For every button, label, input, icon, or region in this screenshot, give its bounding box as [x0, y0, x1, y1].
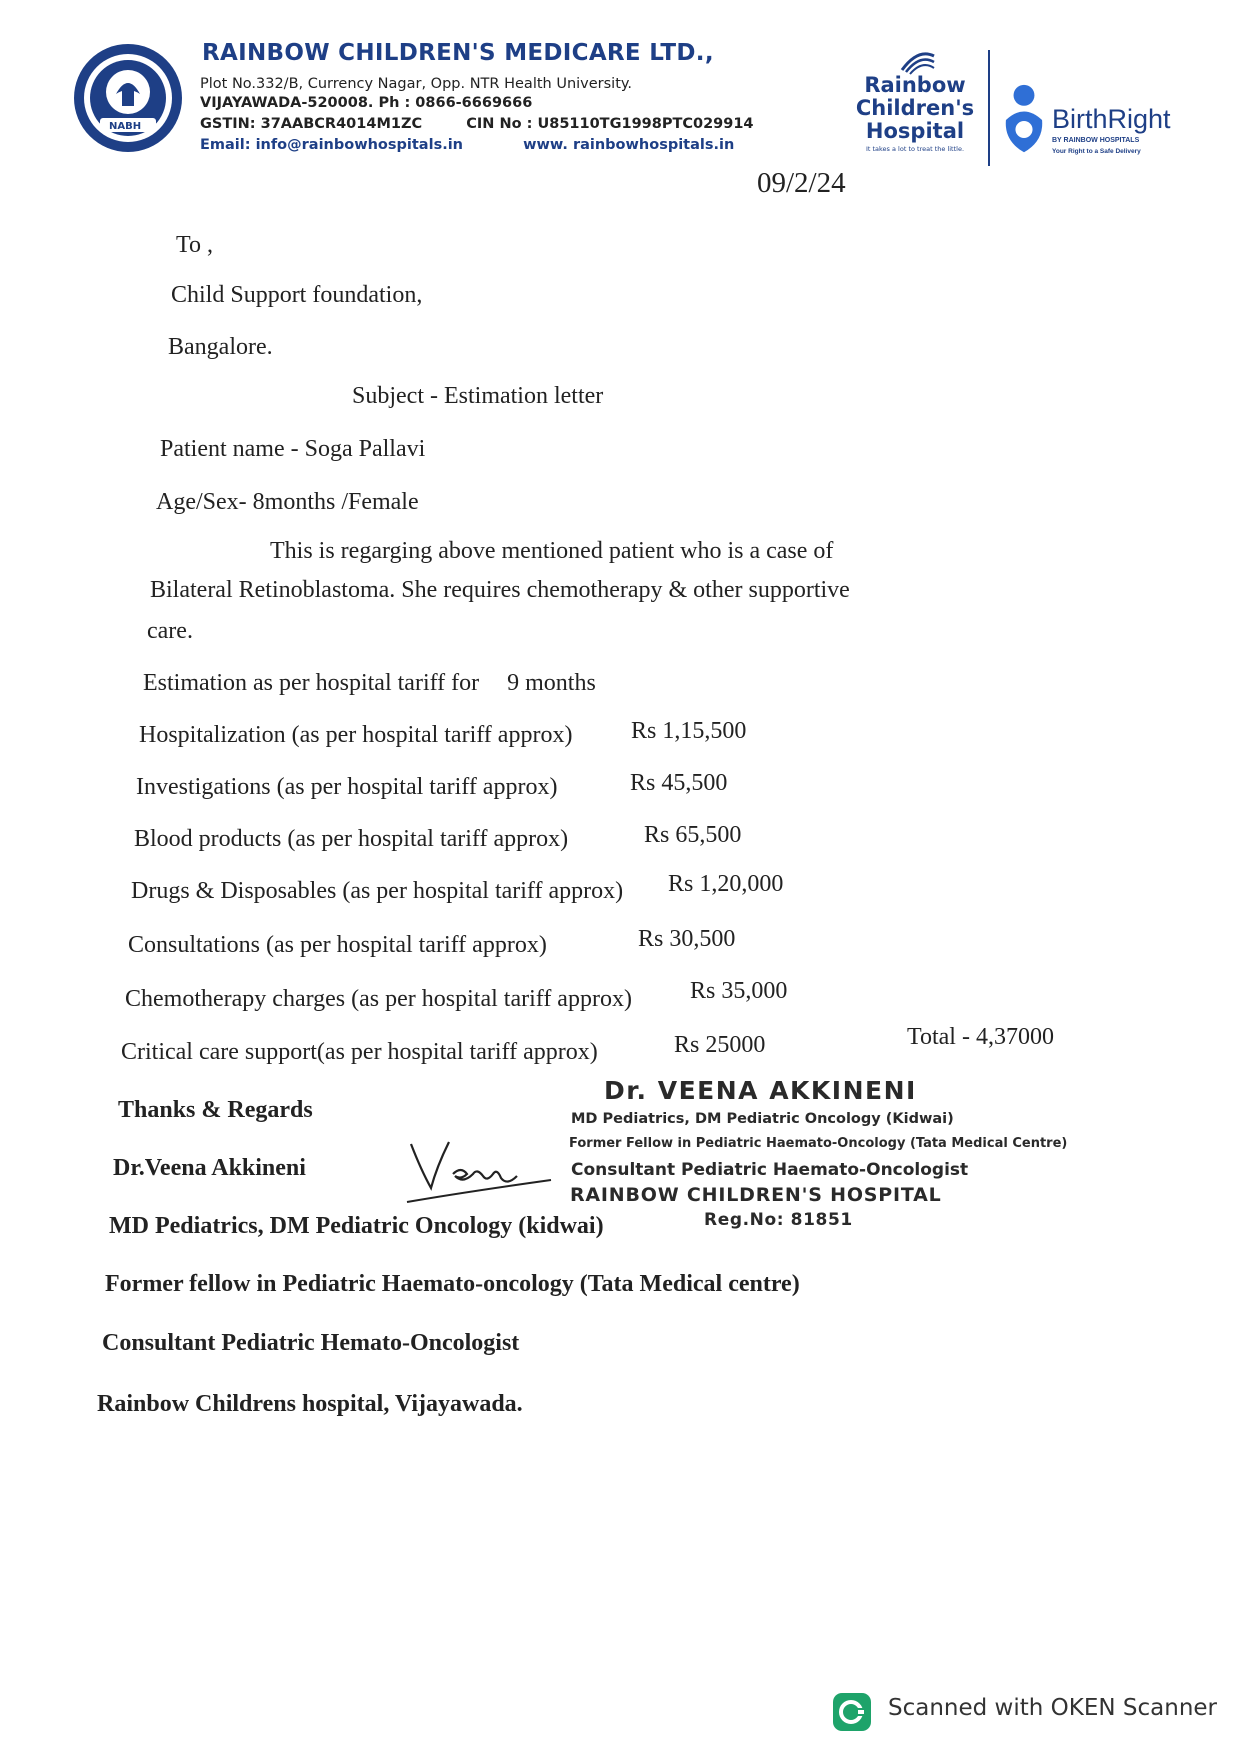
nabh-seal-logo — [72, 42, 184, 154]
closing-fellowship: Former fellow in Pediatric Haemato-oncology (Tata Medical centre) — [105, 1271, 800, 1297]
recipient-to: To , — [176, 232, 213, 258]
birthright-sub-2: Your Right to a Safe Delivery — [1052, 148, 1141, 155]
closing-hospital: Rainbow Childrens hospital, Vijayawada. — [97, 1391, 523, 1417]
birthright-sub-1: BY RAINBOW HOSPITALS — [1052, 137, 1140, 144]
closing-qualification: MD Pediatrics, DM Pediatric Oncology (kidwai) — [109, 1213, 604, 1239]
recipient-city: Bangalore. — [168, 334, 273, 360]
estimation-intro — [143, 670, 596, 697]
letter-subject: Subject - Estimation letter — [352, 383, 604, 409]
birthright-mother-icon — [1000, 82, 1048, 158]
rainbow-logo-line2: Children's — [855, 96, 975, 120]
estimation-duration: 9 months — [507, 670, 596, 696]
stamp-doctor-name: Dr. VEENA AKKINENI — [604, 1076, 917, 1105]
logo-divider — [988, 50, 990, 166]
patient-name: Patient name - Soga Pallavi — [160, 436, 426, 462]
hospital-name: RAINBOW CHILDREN'S MEDICARE LTD., — [202, 40, 714, 66]
stamp-hospital: RAINBOW CHILDREN'S HOSPITAL — [570, 1184, 942, 1206]
estimate-label: Investigations (as per hospital tariff approx) — [136, 774, 558, 800]
patient-age-sex: Age/Sex- 8months /Female — [156, 489, 419, 515]
estimate-label: Chemotherapy charges (as per hospital tariff approx) — [125, 986, 632, 1012]
body-line-3: care. — [147, 618, 193, 644]
estimate-amount: Rs 45,500 — [630, 770, 728, 796]
estimate-label: Drugs & Disposables (as per hospital tariff approx) — [131, 878, 624, 904]
recipient-name: Child Support foundation, — [171, 282, 423, 308]
closing-role: Consultant Pediatric Hemato-Oncologist — [102, 1330, 520, 1356]
estimate-amount: Rs 30,500 — [638, 926, 736, 952]
stamp-qualification: MD Pediatrics, DM Pediatric Oncology (Kidwai) — [571, 1111, 954, 1127]
website: www. rainbowhospitals.in — [523, 137, 735, 153]
letter-date: 09/2/24 — [757, 167, 846, 199]
body-line-2: Bilateral Retinoblastoma. She requires chemotherapy & other supportive — [150, 577, 850, 603]
address-line-1: Plot No.332/B, Currency Nagar, Opp. NTR Health University. — [200, 76, 633, 92]
oken-scanner-icon — [832, 1692, 872, 1732]
estimate-label: Consultations (as per hospital tariff approx) — [128, 932, 547, 958]
rainbow-logo-tagline: It takes a lot to treat the little. — [865, 145, 965, 153]
estimation-intro-label: Estimation as per hospital tariff for — [143, 670, 480, 696]
rainbow-childrens-hospital-logo — [846, 52, 984, 153]
rainbow-logo-line3: Hospital — [865, 119, 965, 143]
estimate-amount: Rs 1,20,000 — [668, 871, 784, 897]
gstin-line — [200, 116, 754, 132]
estimate-label: Blood products (as per hospital tariff approx) — [134, 826, 569, 852]
cin: CIN No : U85110TG1998PTC029914 — [466, 116, 754, 132]
stamp-role: Consultant Pediatric Haemato-Oncologist — [571, 1160, 969, 1180]
estimate-amount: Rs 25000 — [674, 1032, 766, 1058]
estimate-amount: Rs 1,15,500 — [631, 718, 747, 744]
rainbow-logo-line1: Rainbow — [864, 73, 966, 97]
estimate-label: Critical care support(as per hospital tariff approx) — [121, 1039, 598, 1065]
estimate-total: Total - 4,37000 — [907, 1024, 1054, 1050]
gstin: GSTIN: 37AABCR4014M1ZC — [200, 116, 423, 132]
body-line-1: This is regarging above mentioned patient who is a case of — [270, 538, 834, 564]
scanner-watermark: Scanned with OKEN Scanner — [888, 1695, 1217, 1721]
email: Email: info@rainbowhospitals.in — [200, 137, 463, 153]
handwritten-signature — [405, 1130, 555, 1210]
stamp-reg-no: Reg.No: 81851 — [704, 1210, 853, 1230]
stamp-fellowship: Former Fellow in Pediatric Haemato-Oncology (Tata Medical Centre) — [569, 1136, 1068, 1151]
estimate-amount: Rs 35,000 — [690, 978, 788, 1004]
contact-line — [200, 137, 734, 153]
estimate-label: Hospitalization (as per hospital tariff approx) — [139, 722, 573, 748]
birthright-name: BirthRight — [1052, 104, 1171, 134]
nabh-badge-label: NABH — [109, 121, 142, 132]
address-line-2: VIJAYAWADA-520008. Ph : 0866-6669666 — [200, 95, 533, 111]
closing-thanks: Thanks & Regards — [118, 1097, 313, 1123]
closing-name: Dr.Veena Akkineni — [113, 1155, 306, 1181]
estimate-amount: Rs 65,500 — [644, 822, 742, 848]
